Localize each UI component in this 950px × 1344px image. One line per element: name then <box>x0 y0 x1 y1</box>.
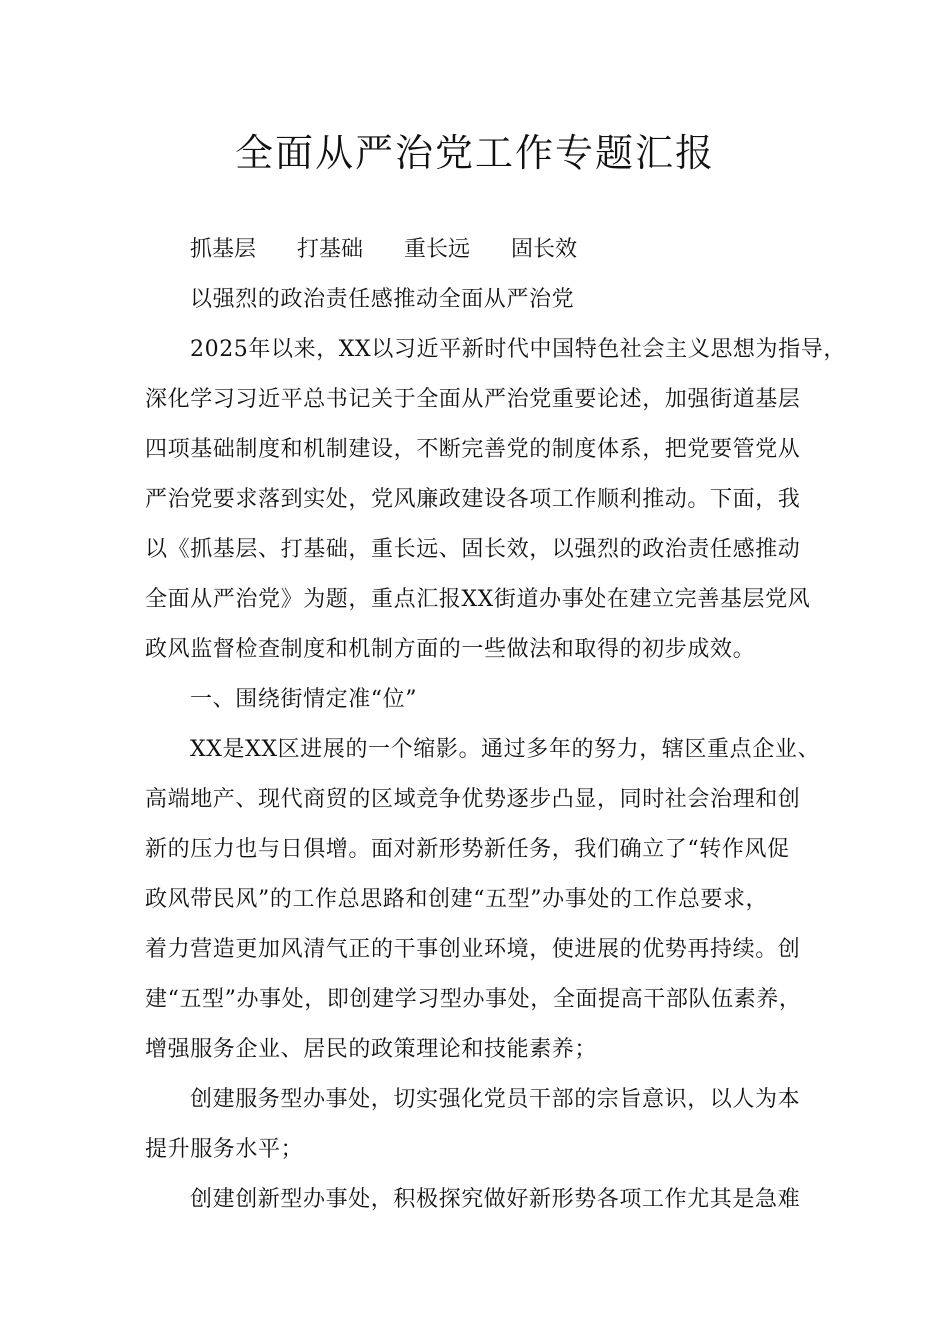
subtitle-item: 抓基层 <box>190 237 257 262</box>
body-line: 着力营造更加风清气正的干事创业环境，使进展的优势再持续。创 <box>145 937 801 962</box>
body-line: 以《抓基层、打基础，重长远、固长效，以强烈的政治责任感推动 <box>145 537 801 562</box>
body-line: 四项基础制度和机制建设，不断完善党的制度体系，把党要管党从 <box>145 437 801 462</box>
body-line: 政风监督检查制度和机制方面的一些做法和取得的初步成效。 <box>145 637 756 662</box>
section-heading: 一、围绕街情定准“位” <box>190 687 418 712</box>
subtitle-item: 固长效 <box>511 237 578 262</box>
body-line: 严治党要求落到实处，党风廉政建设各项工作顺利推动。下面，我 <box>145 487 801 512</box>
body-line: 2025年以来，XX以习近平新时代中国特色社会主义思想为指导， <box>190 337 846 362</box>
body-line: 增强服务企业、居民的政策理论和技能素养； <box>145 1037 598 1062</box>
body-line: 政风带民风”的工作总思路和创建“五型”办事处的工作总要求， <box>145 887 769 912</box>
body-line: 创建服务型办事处，切实强化党员干部的宗旨意识，以人为本 <box>190 1087 801 1112</box>
body-line: 全面从严治党》为题，重点汇报XX街道办事处在建立完善基层党风 <box>145 587 811 612</box>
subtitle-item: 打基础 <box>297 237 364 262</box>
subtitle-row <box>190 232 611 268</box>
body-line: 建“五型”办事处，即创建学习型办事处，全面提高干部队伍素养， <box>145 987 802 1012</box>
subheading-line: 以强烈的政治责任感推动全面从严治党 <box>190 287 575 312</box>
body-line: 新的压力也与日俱增。面对新形势新任务，我们确立了“转作风促 <box>145 837 790 862</box>
body-line: 高端地产、现代商贸的区域竞争优势逐步凸显，同时社会治理和创 <box>145 787 801 812</box>
subtitle-item: 重长远 <box>404 237 471 262</box>
body-line: 提升服务水平； <box>145 1137 304 1162</box>
body-line: 创建创新型办事处，积极探究做好新形势各项工作尤其是急难 <box>190 1187 801 1212</box>
body-line: 深化学习习近平总书记关于全面从严治党重要论述，加强街道基层 <box>145 387 801 412</box>
document-title: 全面从严治党工作专题汇报 <box>234 131 715 175</box>
body-line: XX是XX区进展的一个缩影。通过多年的努力，辖区重点企业、 <box>190 737 821 762</box>
